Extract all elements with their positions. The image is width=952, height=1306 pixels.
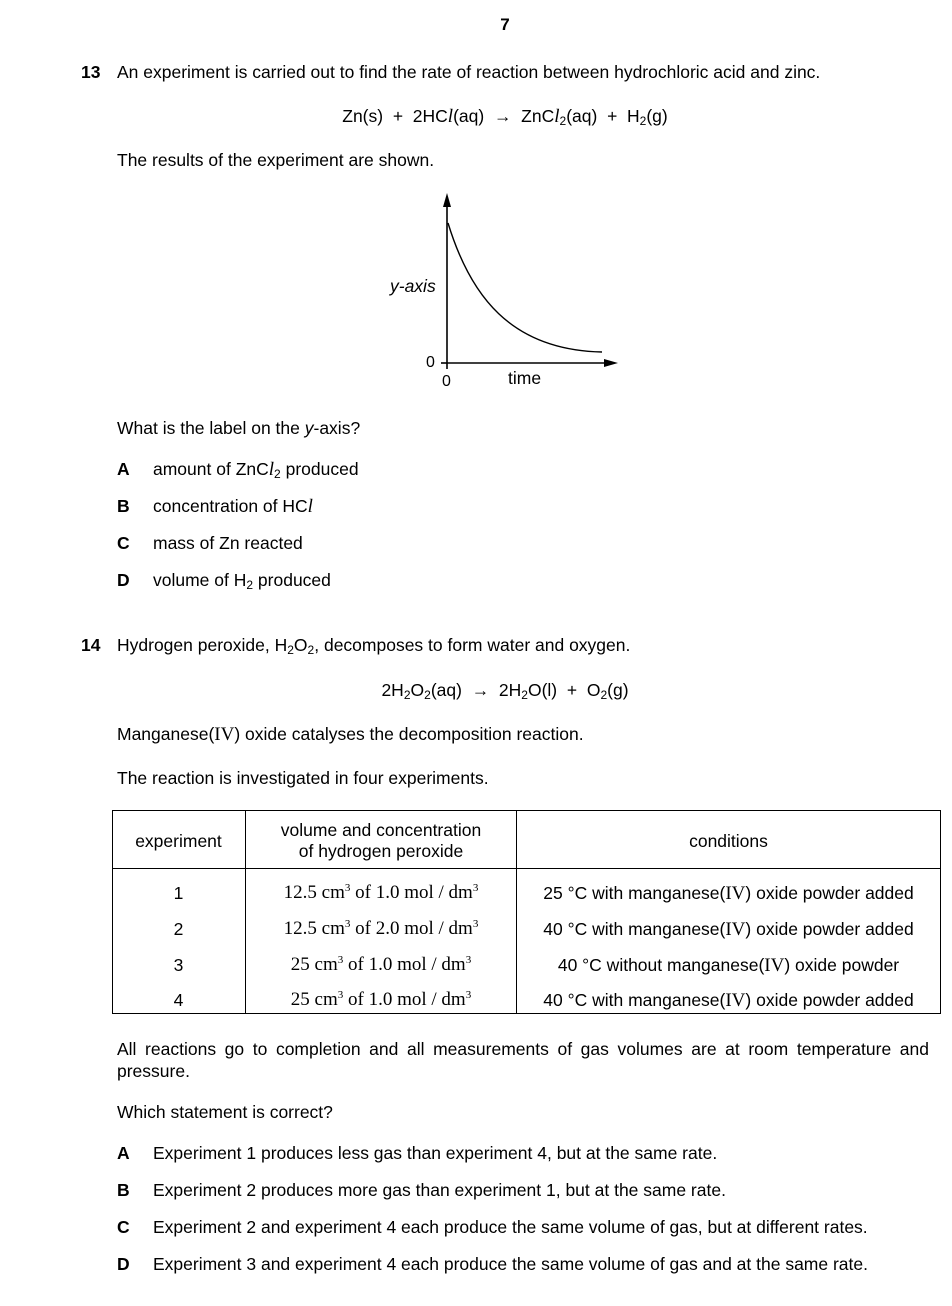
graph-y-zero: 0 <box>426 354 435 371</box>
eq-zn: Zn(s) <box>342 106 384 126</box>
header-conditions: conditions <box>689 831 768 851</box>
q13-option-letter: B <box>117 496 130 516</box>
row-1-experiment: 1 <box>173 883 184 903</box>
q14-option-c-text: Experiment 2 and experiment 4 each produce the same volume of gas, but at different rates. <box>153 1217 868 1237</box>
q13-question: What is the label on the y-axis? <box>117 418 361 438</box>
eq-hcl: 2HCl(aq) <box>412 106 485 127</box>
q14-stem: Hydrogen peroxide, $H_2O_2$, decomposes to form water and oxygen. <box>117 635 631 657</box>
row-1-conditions: 25 °C with manganese(IV) oxide powder added <box>543 883 914 904</box>
row-3-experiment: 3 <box>173 955 184 975</box>
eq-plus: + <box>607 106 618 126</box>
graph-y-label: y-axis <box>390 276 436 296</box>
row-1-volume: 12.5 $cm^3$ of 1.0 mol / $dm^3$ <box>283 882 479 903</box>
q13-equation <box>0 106 952 128</box>
eq-h2o: $2H_2O(l)$ <box>498 680 558 702</box>
q14-catalyst-text: Manganese(IV) oxide catalyses the decomposition reaction. <box>117 724 584 745</box>
row-2-conditions: 40 °C with manganese(IV) oxide powder added <box>543 919 914 940</box>
graph-x-zero: 0 <box>442 373 451 390</box>
q14-option-letter: B <box>117 1180 130 1200</box>
eq-plus: + <box>566 680 578 700</box>
q14-investigated-text: The reaction is investigated in four experiments. <box>117 768 489 788</box>
decay-curve <box>448 223 602 352</box>
q14-equation <box>0 680 952 701</box>
q14-number: 14 <box>81 635 101 655</box>
eq-plus: + <box>392 106 404 126</box>
x-axis-arrow-icon <box>604 359 618 367</box>
page-number: 7 <box>500 15 510 34</box>
q13-results-text: The results of the experiment are shown. <box>117 150 435 170</box>
row-3-conditions: 40 °C without manganese(IV) oxide powder <box>557 955 900 976</box>
q14-option-a-text: Experiment 1 produces less gas than experiment 4, but at the same rate. <box>153 1143 718 1163</box>
row-3-volume: 25 $cm^3$ of 1.0 mol / $dm^3$ <box>290 954 472 975</box>
table-border-right <box>940 810 941 1014</box>
q13-option-letter: A <box>117 459 130 479</box>
row-2-volume: 12.5 $cm^3$ of 2.0 mol / $dm^3$ <box>283 918 479 939</box>
q13-option-b-text: concentration of HCl <box>153 496 313 517</box>
row-4-conditions: 40 °C with manganese(IV) oxide powder added <box>543 990 914 1011</box>
header-volume: volume and concentration of hydrogen peroxide <box>280 820 482 861</box>
q14-question: Which statement is correct? <box>117 1102 333 1122</box>
q14-option-d-text: Experiment 3 and experiment 4 each produce the same volume of gas and at the same rate. <box>153 1254 868 1274</box>
table-border-top <box>112 810 941 811</box>
q14-option-b-text: Experiment 2 produces more gas than experiment 1, but at the same rate. <box>153 1180 726 1200</box>
table-border-bottom <box>112 1013 941 1014</box>
eq-h2o2: $2H_2O_2(aq)$ <box>381 680 462 702</box>
eq-arrow: → <box>493 106 512 126</box>
q13-option-c-text: mass of Zn reacted <box>153 533 303 553</box>
table-header-divider <box>112 868 941 869</box>
eq-zncl2: ZnCl$_2$(aq) <box>521 106 598 128</box>
graph-x-label: time <box>508 368 542 388</box>
experiments-table <box>112 810 941 1014</box>
eq-h2: $H_2(g)$ <box>627 106 668 128</box>
row-4-experiment: 4 <box>173 990 184 1010</box>
q13-stem: An experiment is carried out to find the rate of reaction between hydrochloric acid and zinc. <box>117 62 821 82</box>
row-4-volume: 25 $cm^3$ of 1.0 mol / $dm^3$ <box>290 989 472 1010</box>
eq-o2: $O_2(g)$ <box>586 680 629 702</box>
q14-completion-text: All reactions go to completion and all measurements of gas volumes are at room temperature and pressure. <box>117 1039 929 1081</box>
q14-option-letter: A <box>117 1143 130 1163</box>
q13-option-letter: C <box>117 533 130 553</box>
q13-option-a-text: amount of ZnCl$_2$ produced <box>153 459 359 481</box>
q14-option-letter: D <box>117 1254 130 1274</box>
q14-option-letter: C <box>117 1217 130 1237</box>
q13-option-d-text: volume of $H_2$ produced <box>153 570 331 592</box>
y-axis-arrow-icon <box>443 193 451 207</box>
q13-option-letter: D <box>117 570 130 590</box>
eq-arrow: → <box>471 680 490 700</box>
row-2-experiment: 2 <box>173 919 184 939</box>
q13-number: 13 <box>81 62 101 82</box>
header-experiment: experiment <box>135 831 222 851</box>
